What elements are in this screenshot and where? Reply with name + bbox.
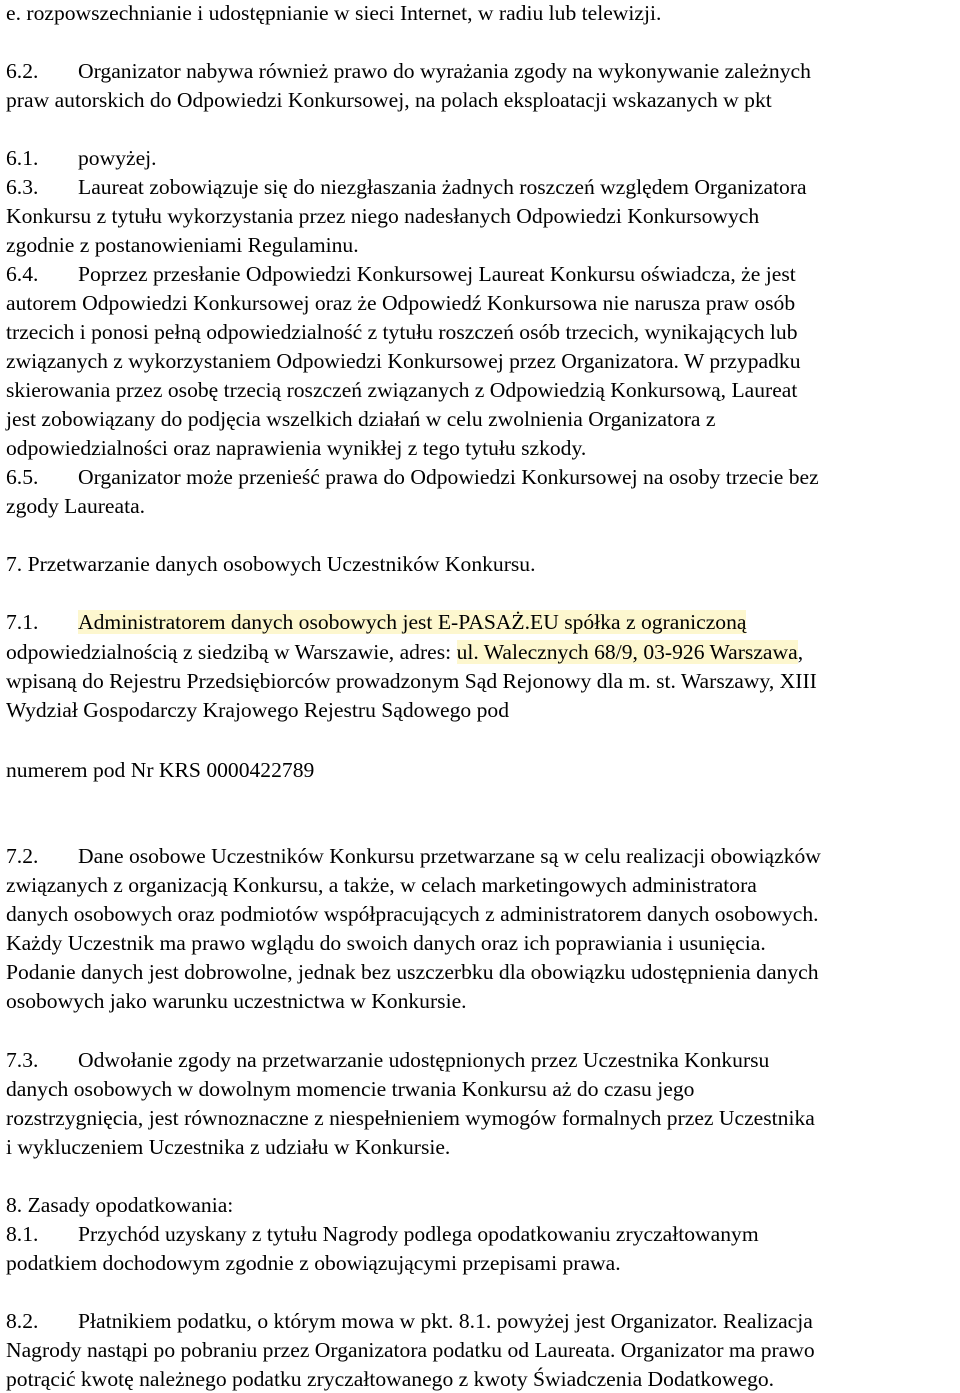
text-line bbox=[6, 464, 819, 490]
text-line bbox=[6, 901, 819, 927]
section-number: 8.1. bbox=[6, 1222, 39, 1246]
text-line bbox=[6, 348, 801, 374]
line-text: Organizator może przenieść prawa do Odpowiedzi Konkursowej na osoby trzecie bez bbox=[78, 465, 819, 489]
text-line bbox=[6, 1047, 769, 1073]
text-line bbox=[6, 1105, 815, 1131]
line-text: 7. Przetwarzanie danych osobowych Uczestników Konkursu. bbox=[6, 552, 536, 576]
line-text: Przychód uzyskany z tytułu Nagrody podlega opodatkowaniu zryczałtowanym bbox=[78, 1222, 759, 1246]
line-text: trzecich i ponosi pełną odpowiedzialność z tytułu roszczeń osób trzecich, wynikających lub bbox=[6, 320, 798, 344]
text-line bbox=[6, 145, 157, 171]
text-line bbox=[6, 872, 757, 898]
section-number: 6.2. bbox=[6, 59, 39, 83]
line-text: Organizator nabywa również prawo do wyrażania zgody na wykonywanie zależnych bbox=[78, 59, 811, 83]
text-line bbox=[6, 959, 819, 985]
text-line bbox=[6, 493, 145, 519]
text-line bbox=[6, 319, 798, 345]
text-line bbox=[6, 843, 821, 869]
text-line bbox=[6, 551, 536, 577]
line-text: związanych z wykorzystaniem Odpowiedzi Konkursowej przez Organizatora. W przypadku bbox=[6, 349, 801, 373]
section-number: 6.1. bbox=[6, 146, 39, 170]
line-text: Nagrody nastąpi po pobraniu przez Organizatora podatku od Laureata. Organizator ma prawo bbox=[6, 1338, 815, 1362]
section-number: 8.2. bbox=[6, 1309, 39, 1333]
text-line bbox=[6, 1076, 694, 1102]
line-text: Wydział Gospodarczy Krajowego Rejestru Sądowego pod bbox=[6, 698, 510, 722]
line-text: i wykluczeniem Uczestnika z udziału w Konkursie. bbox=[6, 1135, 451, 1159]
section-number: 7.2. bbox=[6, 844, 39, 868]
line-text: wpisaną do Rejestru Przedsiębiorców prowadzonym Sąd Rejonowy dla m. st. Warszawy, XIII bbox=[6, 669, 817, 693]
section-number: 7.1. bbox=[6, 610, 39, 634]
line-text: Każdy Uczestnik ma prawo wglądu do swoich danych oraz ich poprawiania i usunięcia. bbox=[6, 931, 766, 955]
line-text: Podanie danych jest dobrowolne, jednak bez uszczerbku dla obowiązku udostępnienia danych bbox=[6, 960, 819, 984]
text-line bbox=[6, 406, 716, 432]
section-number: 6.5. bbox=[6, 465, 39, 489]
line-text: odpowiedzialnością z siedzibą w Warszawie, adres: bbox=[6, 640, 457, 664]
line-text: rozstrzygnięcia, jest równoznaczne z niespełnieniem wymogów formalnych przez Uczestnika bbox=[6, 1106, 815, 1130]
text-line bbox=[6, 290, 795, 316]
text-line bbox=[6, 697, 509, 723]
line-text: skierowania przez osobę trzecią roszczeń związanych z Odpowiedzią Konkursową, Laureat bbox=[6, 378, 798, 402]
section-number: 6.4. bbox=[6, 262, 39, 286]
line-text: e. rozpowszechnianie i udostępnianie w sieci Internet, w radiu lub telewizji. bbox=[6, 1, 662, 25]
line-text: Dane osobowe Uczestników Konkursu przetwarzane są w celu realizacji obowiązków bbox=[78, 844, 821, 868]
text-line bbox=[6, 232, 359, 258]
text-line bbox=[6, 174, 807, 200]
section-number: 6.3. bbox=[6, 175, 39, 199]
line-text: odpowiedzialności oraz naprawienia wynikłej z tego tytułu szkody. bbox=[6, 436, 587, 460]
line-text: Poprzez przesłanie Odpowiedzi Konkursowej Laureat Konkursu oświadcza, że jest bbox=[78, 262, 796, 286]
line-text: zgody Laureata. bbox=[6, 494, 146, 518]
text-line bbox=[6, 1366, 774, 1392]
section-number: 7.3. bbox=[6, 1048, 39, 1072]
line-text: Laureat zobowiązuje się do niezgłaszania żadnych roszczeń względem Organizatora bbox=[78, 175, 807, 199]
text-line bbox=[6, 1192, 233, 1218]
text-line bbox=[6, 203, 759, 229]
text-line bbox=[6, 1221, 759, 1247]
text-line bbox=[6, 930, 766, 956]
line-text: Konkursu z tytułu wykorzystania przez niego nadesłanych Odpowiedzi Konkursowych bbox=[6, 204, 760, 228]
text-line bbox=[6, 0, 661, 26]
text-line bbox=[6, 261, 796, 287]
line-text: jest zobowiązany do podjęcia wszelkich działań w celu zwolnienia Organizatora z bbox=[6, 407, 716, 431]
line-text: Administratorem danych osobowych jest E-PASAŻ.EU spółka z ograniczoną bbox=[78, 610, 747, 634]
line-text: Płatnikiem podatku, o którym mowa w pkt. 8.1. powyżej jest Organizator. Realizacja bbox=[78, 1309, 813, 1333]
line-text: numerem pod Nr KRS 0000422789 bbox=[6, 758, 315, 782]
line-text: osobowych jako warunku uczestnictwa w Konkursie. bbox=[6, 989, 467, 1013]
text-line bbox=[6, 1250, 621, 1276]
text-line bbox=[6, 1337, 815, 1363]
text-line bbox=[6, 435, 586, 461]
text-line bbox=[6, 87, 772, 113]
line-text: danych osobowych oraz podmiotów współpracujących z administratorem danych osobowych. bbox=[6, 902, 819, 926]
text-line bbox=[6, 757, 314, 783]
line-text: praw autorskich do Odpowiedzi Konkursowej, na polach eksploatacji wskazanych w pkt bbox=[6, 88, 772, 112]
text-line bbox=[6, 668, 817, 694]
line-text: potrącić kwotę należnego podatku zryczałtowanego z kwoty Świadczenia Dodatkowego. bbox=[6, 1367, 775, 1391]
highlighted-address: ul. Walecznych 68/9, 03-926 Warszawa bbox=[456, 640, 798, 664]
line-text-trailing: , bbox=[797, 640, 804, 664]
line-text: 8. Zasady opodatkowania: bbox=[6, 1193, 234, 1217]
line-text: powyżej. bbox=[78, 146, 157, 170]
line-text: związanych z organizacją Konkursu, a także, w celach marketingowych administratora bbox=[6, 873, 757, 897]
line-text: Odwołanie zgody na przetwarzanie udostępnionych przez Uczestnika Konkursu bbox=[78, 1048, 770, 1072]
line-text: autorem Odpowiedzi Konkursowej oraz że Odpowiedź Konkursowa nie narusza praw osób bbox=[6, 291, 796, 315]
text-line bbox=[6, 1134, 450, 1160]
line-text: podatkiem dochodowym zgodnie z obowiązującymi przepisami prawa. bbox=[6, 1251, 621, 1275]
text-line bbox=[6, 58, 811, 84]
text-line bbox=[6, 639, 803, 665]
text-line bbox=[6, 988, 467, 1014]
text-line bbox=[6, 1308, 813, 1334]
line-text: danych osobowych w dowolnym momencie trwania Konkursu aż do czasu jego bbox=[6, 1077, 695, 1101]
line-text: zgodnie z postanowieniami Regulaminu. bbox=[6, 233, 359, 257]
text-line bbox=[6, 377, 797, 403]
text-line bbox=[6, 609, 746, 635]
